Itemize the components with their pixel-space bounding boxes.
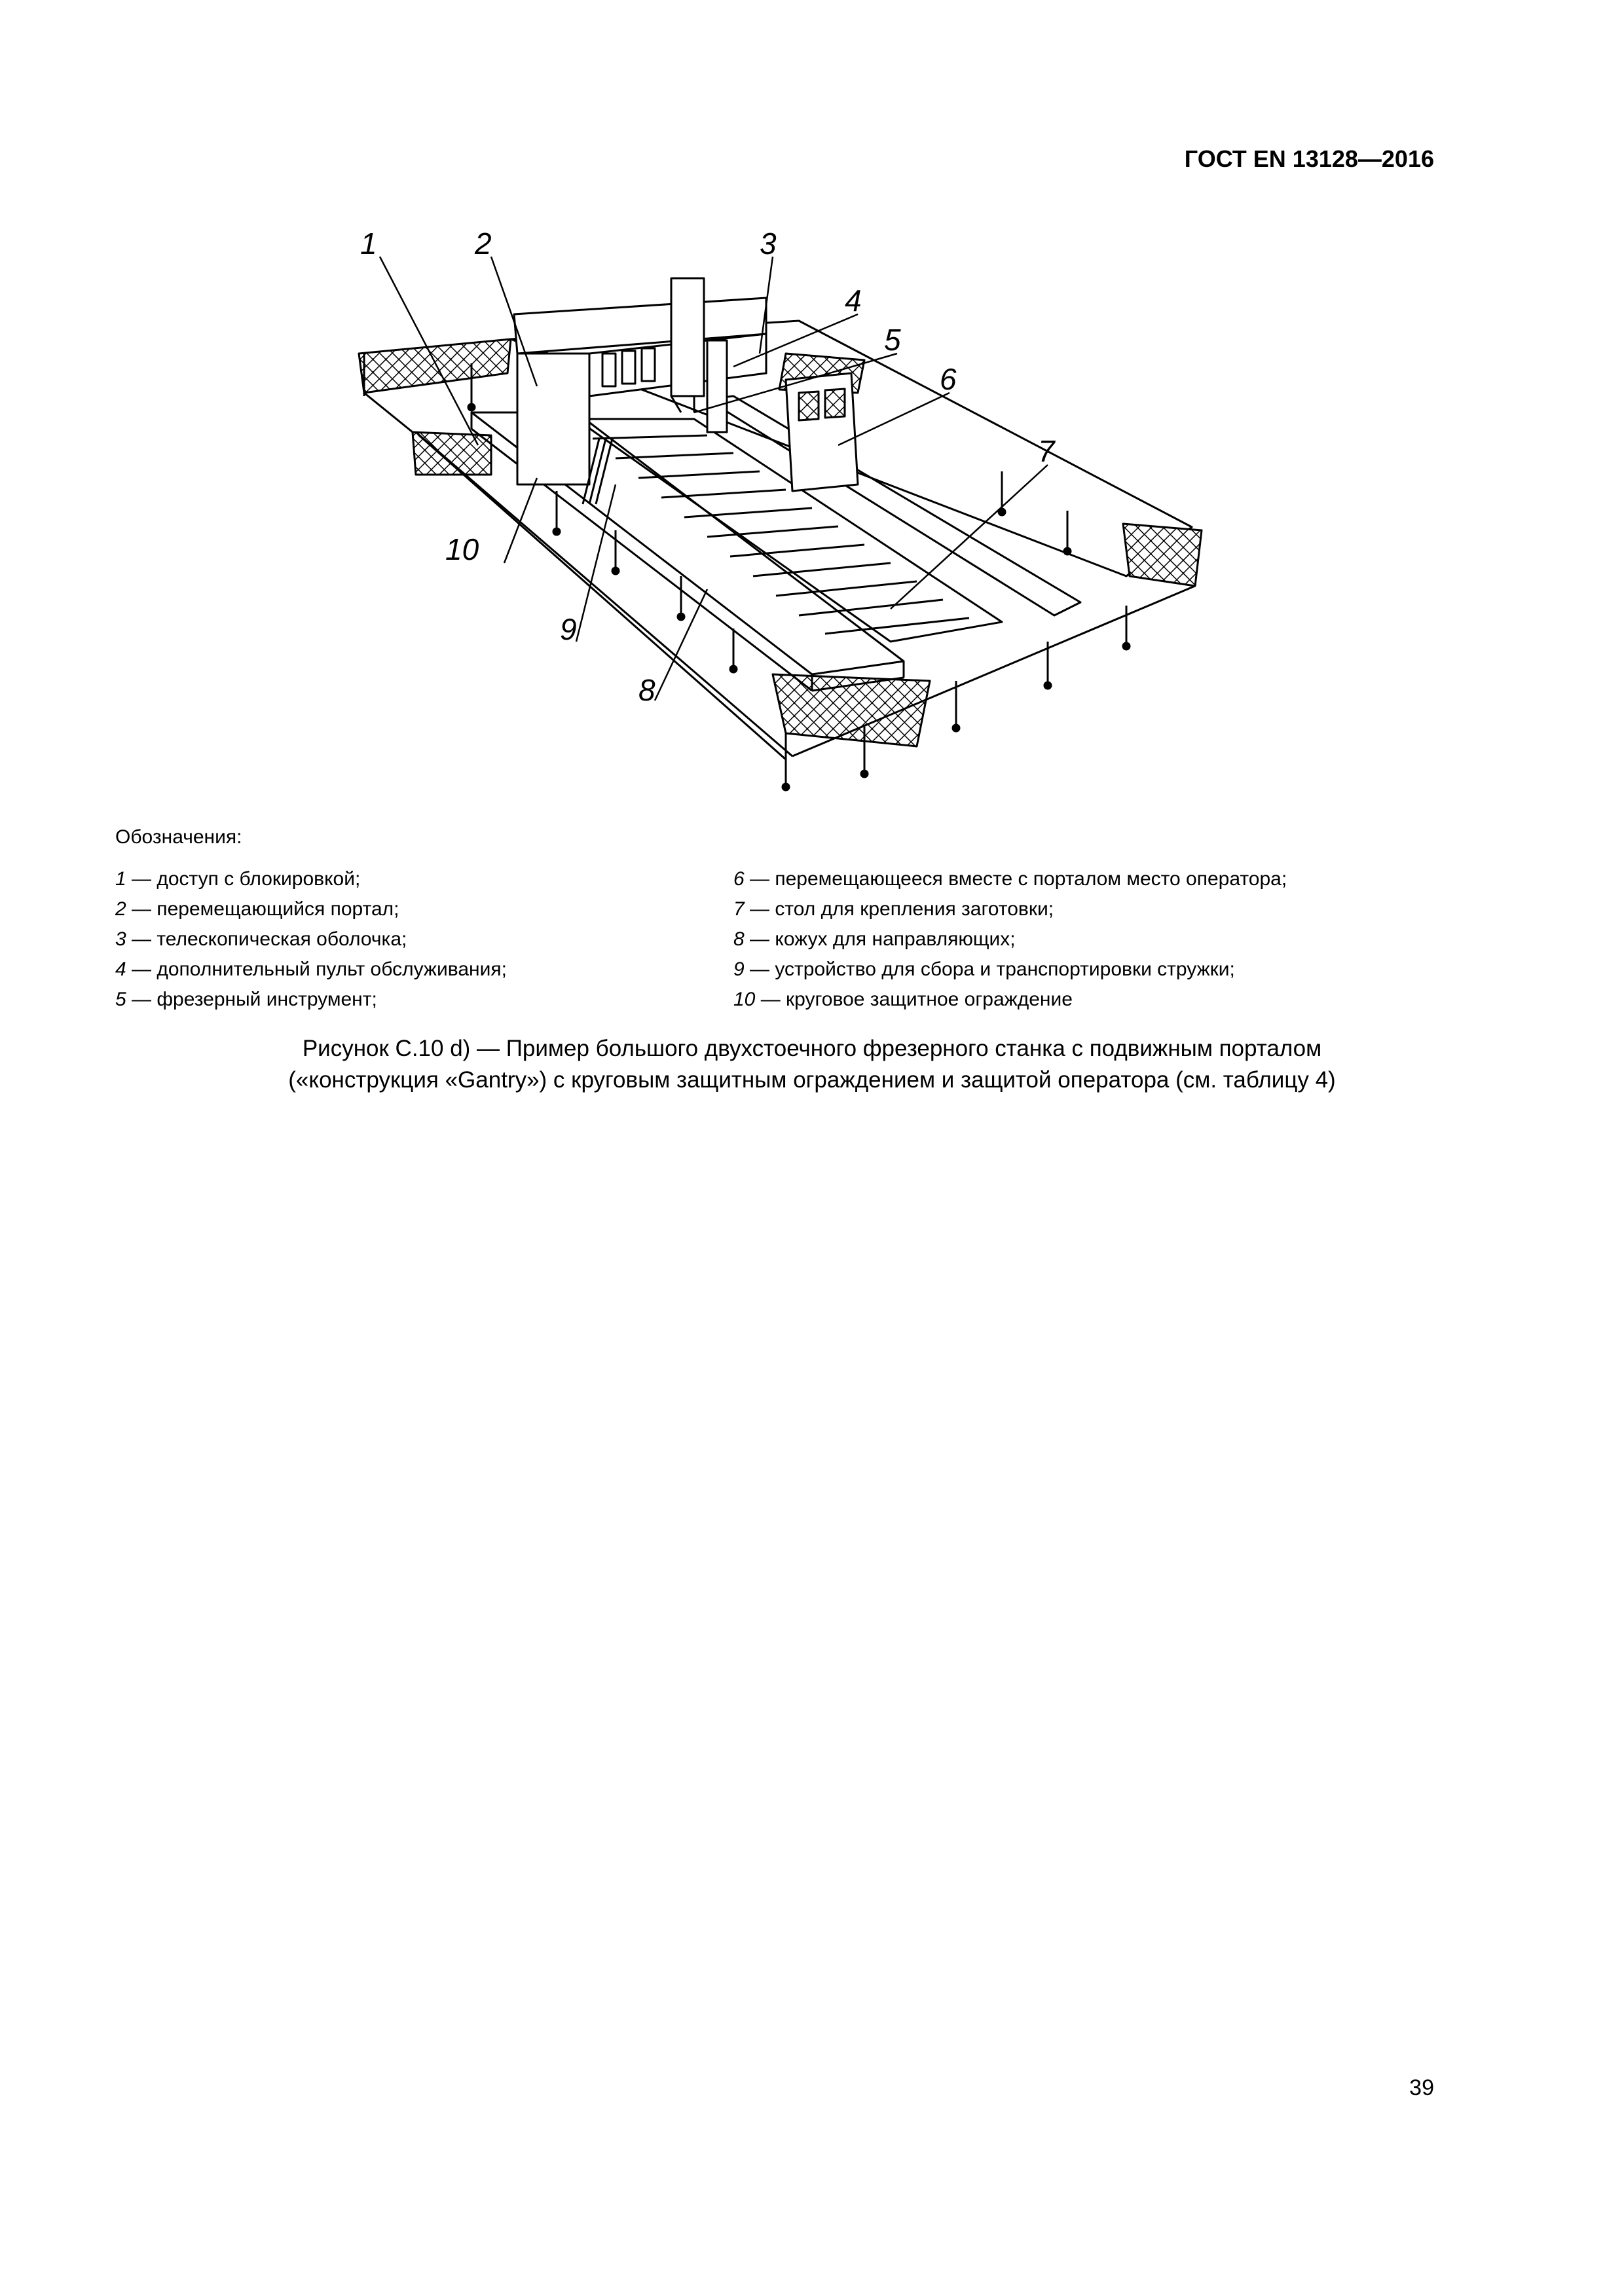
callout-6: 6 [940, 362, 957, 396]
callout-2: 2 [475, 227, 492, 261]
legend-text: — круговое защитное ограждение [755, 989, 1073, 1010]
legend-left-column [115, 864, 507, 1015]
callout-3: 3 [760, 227, 777, 261]
operator-cabin [786, 373, 858, 491]
callout-7: 7 [1038, 434, 1055, 468]
legend-item [733, 864, 1287, 894]
legend-title: Обозначения: [115, 826, 242, 848]
legend-number: 6 [733, 868, 745, 890]
workpiece-table [576, 419, 1002, 642]
gantry-milling-machine-drawing [341, 223, 1225, 812]
callout-9: 9 [560, 612, 577, 646]
legend-item [733, 985, 1287, 1015]
telescopic-ram [671, 278, 704, 412]
legend-text: — доступ с блокировкой; [126, 868, 361, 890]
legend-number: 9 [733, 958, 745, 980]
legend-text: — дополнительный пульт обслуживания; [126, 958, 507, 980]
callout-8: 8 [638, 673, 655, 707]
legend-item [115, 894, 507, 924]
legend-number: 5 [115, 989, 126, 1010]
callout-4: 4 [845, 283, 862, 318]
legend-right-column [733, 864, 1287, 1015]
legend-text: — устройство для сбора и транспортировки стружки; [744, 958, 1235, 980]
legend-number: 7 [733, 898, 745, 920]
legend-item [115, 924, 507, 955]
document-header: ГОСТ EN 13128—2016 [1184, 145, 1434, 172]
legend-number: 4 [115, 958, 126, 980]
legend-text: — фрезерный инструмент; [126, 989, 377, 1010]
perimeter-fence [359, 321, 1202, 759]
legend-text: — телескопическая оболочка; [126, 928, 407, 950]
legend-number: 1 [115, 868, 126, 890]
callout-10: 10 [445, 532, 479, 566]
legend-number: 2 [115, 898, 126, 920]
legend-text: — стол для крепления заготовки; [744, 898, 1054, 920]
legend-item [115, 985, 507, 1015]
legend-item [733, 955, 1287, 985]
legend-number: 10 [733, 989, 756, 1010]
callout-1: 1 [360, 227, 377, 261]
figure-caption [0, 1033, 1624, 1096]
legend-item [115, 955, 507, 985]
legend-number: 8 [733, 928, 745, 950]
machine-figure [341, 223, 1225, 812]
caption-line-2: («конструкция «Gantry») с круговым защитным ограждением и защитой оператора (см. таблицу 4) [288, 1067, 1336, 1093]
legend-text: — кожух для направляющих; [744, 928, 1016, 950]
legend-number: 3 [115, 928, 126, 950]
legend-item [733, 894, 1287, 924]
page-number: 39 [1409, 2075, 1434, 2100]
legend-text: — перемещающийся портал; [126, 898, 399, 920]
caption-line-1: Рисунок С.10 d) — Пример большого двухстоечного фрезерного станка с подвижным порталом [302, 1036, 1322, 1061]
legend-item [733, 924, 1287, 955]
legend-item [115, 864, 507, 894]
legend-text: — перемещающееся вместе с порталом место оператора; [744, 868, 1287, 890]
callout-5: 5 [884, 323, 901, 357]
